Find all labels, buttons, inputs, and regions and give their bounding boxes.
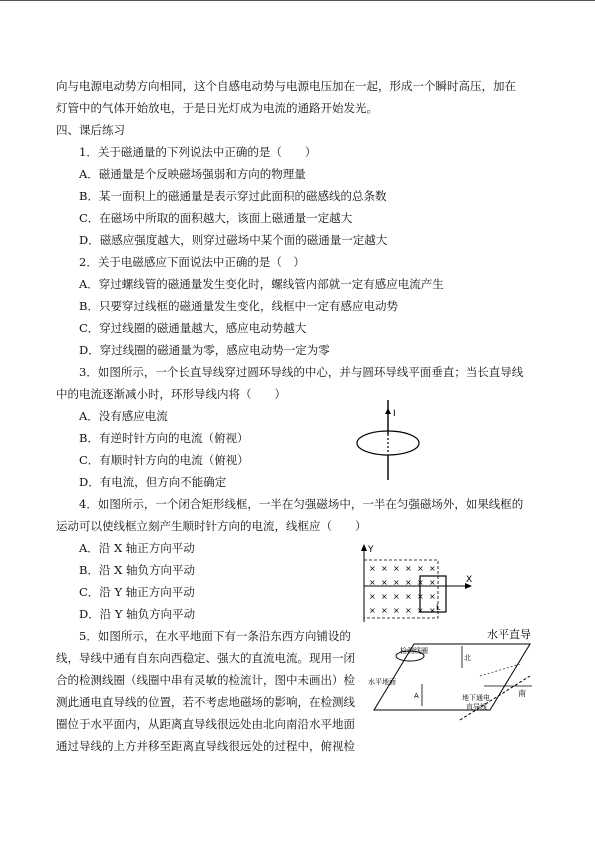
field-cross: × (429, 564, 436, 573)
field-cross: × (369, 606, 376, 615)
field-cross: × (393, 564, 400, 573)
question-5-cont: 圈位于水平面内，从距离直导线很远处由北向南沿水平地面 (56, 717, 355, 731)
q3-option-c: C．有顺时针方向的电流（俯视） (79, 453, 249, 467)
side-mark: A (414, 692, 419, 700)
field-cross: × (369, 592, 376, 601)
field-cross: × (429, 592, 436, 601)
field-cross: × (405, 564, 412, 573)
paragraph-line: 向与电源电动势方向相同，这个自感电动势与电源电压加在一起，形成一个瞬时高压，加在 (56, 79, 516, 93)
question-1: 1．关于磁通量的下列说法中正确的是（ ） (79, 145, 317, 159)
ground-label: 水平地面 (368, 678, 396, 686)
field-cross: × (369, 578, 376, 587)
q2-option-b: B．只要穿过线框的磁通量发生变化，线框中一定有感应电动势 (79, 299, 398, 313)
question-5: 5．如图所示，在水平地面下有一条沿东西方向铺设的 (79, 629, 351, 643)
question-5-cont: 合的检测线圈（线圈中串有灵敏的检流计，图中未画出）检 (56, 673, 355, 687)
figure-frame-in-field (356, 542, 486, 624)
current-arrow (385, 408, 391, 414)
field-cross: × (381, 564, 388, 573)
x-axis-label: X (466, 575, 473, 585)
paragraph-line: 灯管中的气体开始放电，于是日光灯成为电流的通路开始发光。 (56, 101, 378, 115)
q2-option-a: A．穿过螺线管的磁通量发生变化时，螺线管内部就一定有感应电流产生 (79, 277, 444, 291)
field-cross: × (369, 564, 376, 573)
buried-label-2: 直导线 (466, 703, 487, 711)
field-cross: × (381, 606, 388, 615)
q4-option-b: B．沿 X 轴负方向平动 (79, 563, 195, 577)
page-top-border (0, 0, 595, 1)
question-5-cont: 测此通电直导线的位置，若不考虑地磁场的影响，在检测线 (56, 695, 355, 709)
question-4-cont: 运动可以使线框立刻产生顺时针方向的电流，线框应（ ） (56, 519, 367, 533)
field-cross: × (405, 578, 412, 587)
field-cross: × (405, 606, 412, 615)
field-cross: × (417, 592, 424, 601)
q3-option-a: A．没有感应电流 (79, 409, 168, 423)
field-crosses (369, 564, 436, 615)
q2-option-c: C．穿过线圈的磁通量越大，感应电动势越大 (79, 321, 307, 335)
q3-option-d: D．有电流，但方向不能确定 (79, 475, 227, 489)
field-cross: × (393, 592, 400, 601)
q4-option-c: C．沿 Y 轴正方向平动 (79, 585, 195, 599)
question-3-cont: 中的电流逐渐减小时，环形导线内将（ ） (56, 387, 286, 401)
frame-label: L (436, 603, 441, 612)
question-5-cont: 线，导线中通有自东向西稳定、强大的直流电流。现用一闭 (56, 651, 355, 665)
current-label: I (393, 409, 396, 419)
field-cross: × (393, 606, 400, 615)
question-3: 3．如图所示，一个长直导线穿过圆环导线的中心，并与圆环导线平面垂直；当长直导线 (79, 365, 524, 379)
field-cross: × (393, 578, 400, 587)
question-5-cont: 通过导线的上方并移至距离直导线很远处的过程中，俯视检 (56, 739, 355, 753)
field-cross: × (417, 564, 424, 573)
q1-option-d: D．磁感应强度越大，则穿过磁场中某个面的磁通量一定越大 (79, 233, 388, 247)
north-label: 北 (464, 654, 471, 662)
field-cross: × (417, 578, 424, 587)
q4-option-d: D．沿 Y 轴负方向平动 (79, 607, 196, 621)
q3-option-b: B．有逆时针方向的电流（俯视） (79, 431, 249, 445)
y-axis-label: Y (368, 545, 374, 555)
field-cross: × (429, 606, 436, 615)
figure-title: 水平直导 (487, 628, 531, 641)
coil-label: 检测线圈 (400, 647, 428, 655)
q1-option-a: A．磁通量是个反映磁场强弱和方向的物理量 (79, 167, 306, 181)
south-label: 南 (518, 689, 526, 698)
figure-wire-through-ring (350, 398, 430, 482)
q2-option-d: D．穿过线圈的磁通量为零，感应电动势一定为零 (79, 343, 330, 357)
q1-option-b: B．某一面积上的磁通量是表示穿过此面积的磁感线的总条数 (79, 189, 387, 203)
buried-label-1: 地下通电 (462, 694, 490, 702)
field-cross: × (405, 592, 412, 601)
question-2: 2．关于电磁感应下面说法中正确的是（ ） (79, 255, 305, 269)
q1-option-c: C．在磁场中所取的面积越大，该面上磁通量一定越大 (79, 211, 353, 225)
field-cross: × (429, 578, 436, 587)
section-heading: 四、课后练习 (56, 123, 125, 137)
field-cross: × (417, 606, 424, 615)
field-cross: × (381, 592, 388, 601)
figure-buried-wire (362, 624, 552, 734)
question-4: 4．如图所示，一个闭合矩形线框，一半在匀强磁场中，一半在匀强磁场外，如果线框的 (79, 497, 524, 511)
field-cross: × (381, 578, 388, 587)
q4-option-a: A．沿 X 轴正方向平动 (79, 541, 195, 555)
y-axis-arrow (361, 544, 367, 551)
